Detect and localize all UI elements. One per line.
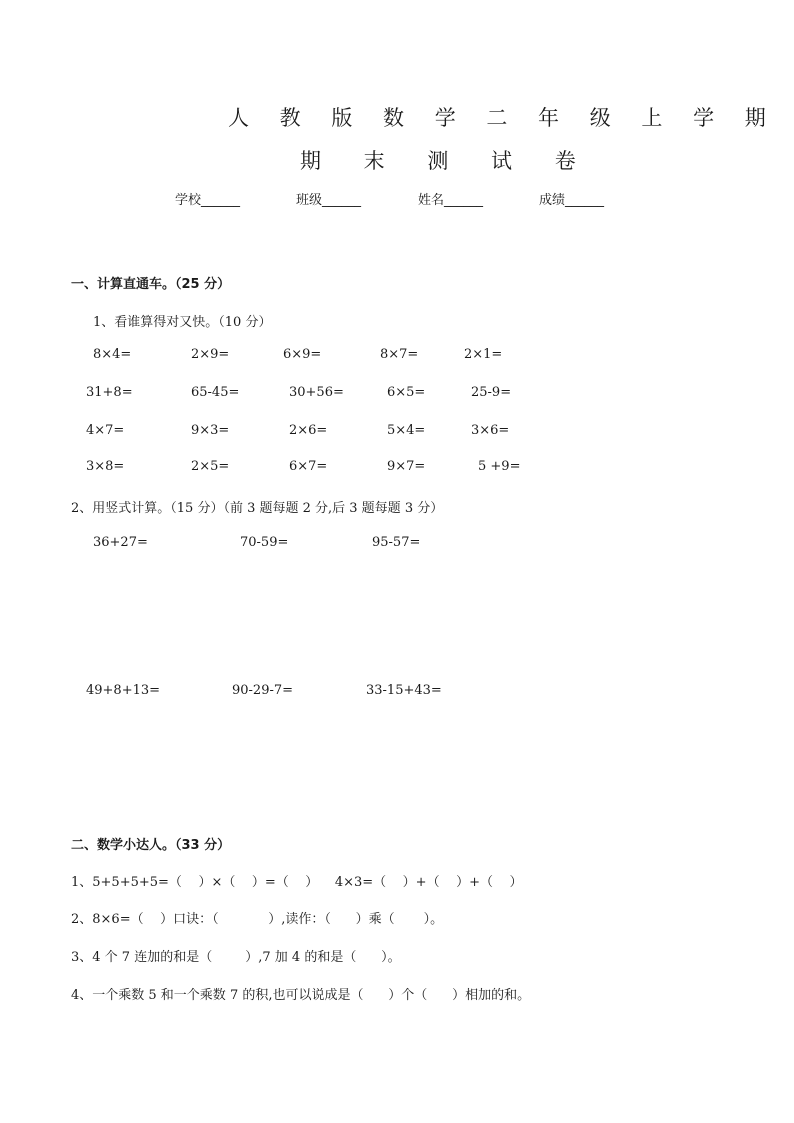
calc-item: 6×9=	[283, 347, 322, 362]
calc-item: 9×7=	[387, 459, 426, 474]
question-item: 2、8×6=（ ）口诀：（ ）,读作：（ ）乘（ ）。	[71, 912, 444, 927]
calc-item: 2×5=	[191, 459, 230, 474]
calc-item: 5×4=	[387, 423, 426, 438]
vertical-calc-item: 90-29-7=	[232, 683, 294, 698]
question-item: 4、一个乘数 5 和一个乘数 7 的积,也可以说成是（ ）个（ ）相加的和。	[71, 988, 531, 1003]
calc-item: 65-45=	[191, 385, 240, 400]
calc-item: 2×9=	[191, 347, 230, 362]
part2-title: 2、用竖式计算。（15 分）（前 3 题每题 2 分,后 3 题每题 3 分）	[71, 501, 444, 516]
calc-item: 31+8=	[86, 385, 133, 400]
calc-item: 3×6=	[471, 423, 510, 438]
calc-item: 30+56=	[289, 385, 344, 400]
calc-item: 9×3=	[191, 423, 230, 438]
calc-item: 6×7=	[289, 459, 328, 474]
name-field: 姓名______	[418, 193, 484, 208]
calc-item: 4×7=	[86, 423, 125, 438]
section1-heading: 一、计算直通车。（25 分）	[71, 277, 231, 292]
calc-item: 25-9=	[471, 385, 512, 400]
vertical-calc-item: 33-15+43=	[366, 683, 442, 698]
class-field: 班级______	[296, 193, 362, 208]
vertical-calc-item: 36+27=	[93, 535, 148, 550]
part1-title: 1、看谁算得对又快。（10 分）	[93, 315, 272, 330]
calc-item: 3×8=	[86, 459, 125, 474]
page-title: 人 教 版 数 学 二 年 级 上 学 期	[228, 106, 778, 130]
question-item: 1、5+5+5+5=（ ）×（ ）=（ ） 4×3=（ ）+（ ）+（ ）	[71, 875, 523, 890]
vertical-calc-item: 70-59=	[240, 535, 289, 550]
section2-heading: 二、数学小达人。（33 分）	[71, 838, 231, 853]
vertical-calc-item: 49+8+13=	[86, 683, 161, 698]
calc-item: 2×1=	[464, 347, 503, 362]
school-field: 学校______	[175, 193, 241, 208]
calc-item: 2×6=	[289, 423, 328, 438]
calc-item: 5 +9=	[478, 459, 521, 474]
page-subtitle: 期 末 测 试 卷	[300, 149, 594, 173]
calc-item: 6×5=	[387, 385, 426, 400]
score-field: 成绩______	[539, 193, 605, 208]
calc-item: 8×4=	[93, 347, 132, 362]
calc-item: 8×7=	[380, 347, 419, 362]
question-item: 3、4 个 7 连加的和是（ ）,7 加 4 的和是（ ）。	[71, 950, 401, 965]
vertical-calc-item: 95-57=	[372, 535, 421, 550]
